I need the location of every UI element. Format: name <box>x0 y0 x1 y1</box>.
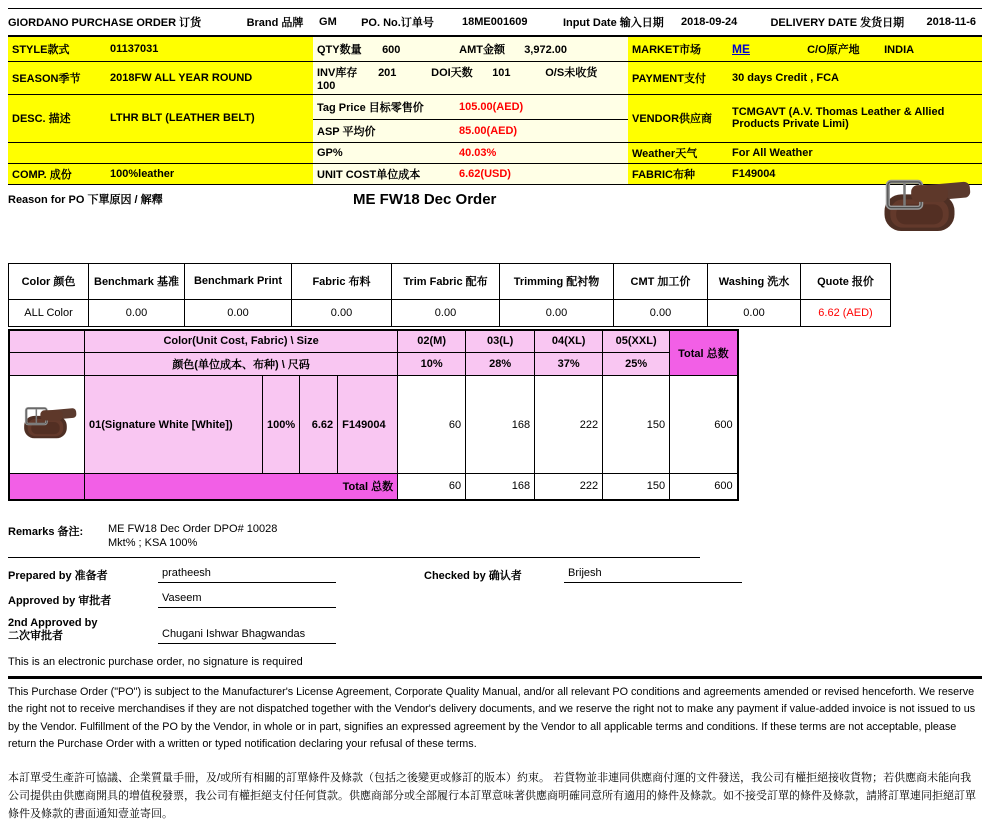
comp-label: COMP. 成份 <box>8 163 106 184</box>
payment-label: PAYMENT支付 <box>628 61 728 94</box>
quote-data-row <box>9 299 891 326</box>
quote-header-fabric: Fabric 布料 <box>292 263 392 299</box>
desc-label: DESC. 描述 <box>8 94 106 142</box>
thick-divider-line <box>8 676 982 679</box>
total-grand: 600 <box>670 474 738 500</box>
quote-header-row <box>9 263 891 299</box>
tag-price-value: 105.00(AED) <box>459 100 524 113</box>
inv-doi-os-cell <box>313 61 628 94</box>
doi-label: DOI天数 <box>431 66 473 79</box>
fabric-value: F149004 <box>728 163 982 184</box>
quote-header-quote: Quote 报价 <box>801 263 891 299</box>
brand-label: Brand 品牌 <box>246 17 304 29</box>
remarks-line-1: ME FW18 Dec Order DPO# 10028 <box>108 522 278 535</box>
size-header-row-2 <box>9 353 738 376</box>
quote-header-benchmark: Benchmark 基准 <box>89 263 185 299</box>
total-row-label: Total 总数 <box>85 474 398 500</box>
size-pct-05xxl: 25% <box>603 353 670 376</box>
legal-terms-chinese: 本訂單受生產許可協議、企業質量手冊，及/或所有相關的訂單條件及條款（包括之後變更或修訂的版本）約束。 若貨物並非連同供應商付運的文件發送，我公司有權拒絕接收貨物；若供應商未能向我公司提供由供應商開具的增值稅發票，我公司有權拒絕支付任何貨款。供應商部分或全部履行本訂單意味著供應商明確同意所有適用的條件及條款。如不接受訂單的條件及條款，請將訂單連同拒絕訂單條件及條款的書面通知壹並寄回。 <box>8 772 976 821</box>
quote-cell-cmt: 0.00 <box>614 299 708 326</box>
qty-04xl: 222 <box>535 376 603 474</box>
prepared-by-value: pratheesh <box>158 567 336 583</box>
market-value: ME <box>732 41 750 56</box>
vendor-label: VENDOR供应商 <box>628 94 728 142</box>
amt-value: 3,972.00 <box>524 43 568 56</box>
weather-label: Weather天气 <box>628 142 728 163</box>
quote-cell-trimming: 0.00 <box>500 299 614 326</box>
belt-thumbnail-photo <box>14 399 80 447</box>
quote-cell-benchmark-print: 0.00 <box>185 299 292 326</box>
reason-row <box>8 191 982 219</box>
remarks-lines <box>108 523 277 551</box>
quote-cell-color: ALL Color <box>9 299 89 326</box>
second-approved-label-cn: 二次审批者 <box>8 630 63 643</box>
remarks-line-2: Mkt% ; KSA 100% <box>108 536 198 549</box>
second-approved-label-en: 2nd Approved by <box>8 616 98 629</box>
co-label: C/O原产地 <box>807 43 860 56</box>
po-number-value: 18ME001609 <box>462 16 528 28</box>
quote-header-cmt: CMT 加工价 <box>614 263 708 299</box>
gp-cell <box>313 142 628 163</box>
order-reason-title: ME FW18 Dec Order <box>353 190 497 208</box>
quote-header-washing: Washing 洗水 <box>708 263 801 299</box>
electronic-po-note: This is an electronic purchase order, no signature is required <box>8 656 303 668</box>
total-05xxl: 150 <box>603 474 670 500</box>
unit-cost-value: 6.62(USD) <box>459 167 511 180</box>
checked-by-label: Checked by 确认者 <box>424 569 522 582</box>
second-approved-row <box>8 617 982 645</box>
inv-label: INV库存 <box>317 66 358 79</box>
season-label: SEASON季节 <box>8 61 106 94</box>
os-value: 100 <box>317 79 336 92</box>
qty-label: QTY数量 <box>317 43 362 56</box>
belt-thumbnail-cell <box>9 376 85 474</box>
po-number-label: PO. No.订单号 <box>361 17 434 29</box>
checked-by-value: Brijesh <box>564 567 742 583</box>
market-co-cell <box>728 37 982 61</box>
second-approved-label <box>8 617 158 645</box>
remarks-label: Remarks 备注: <box>8 525 84 538</box>
quote-header-trimming: Trimming 配衬物 <box>500 263 614 299</box>
size-header-color-size-cn: 颜色(单位成本、布种) \ 尺码 <box>85 353 398 376</box>
total-03l: 168 <box>466 474 535 500</box>
quote-cell-fabric: 0.00 <box>292 299 392 326</box>
desc-value: LTHR BLT (LEATHER BELT) <box>106 94 313 142</box>
size-header-row-1 <box>9 330 738 353</box>
colorway-pct: 100% <box>263 376 300 474</box>
size-data-row <box>9 376 738 474</box>
doi-value: 101 <box>492 66 511 79</box>
amt-label: AMT金额 <box>459 43 505 56</box>
style-label: STYLE款式 <box>8 37 106 61</box>
unit-cost-label: UNIT COST单位成本 <box>317 168 421 181</box>
total-row-spacer <box>9 474 85 500</box>
gp-value: 40.03% <box>459 146 497 159</box>
prepared-by-label: Prepared by 准备者 <box>8 569 108 582</box>
size-total-row <box>9 474 738 500</box>
unit-cost-cell <box>313 163 628 184</box>
inv-value: 201 <box>378 66 397 79</box>
delivery-date-label: DELIVERY DATE 发货日期 <box>770 17 905 29</box>
asp-label: ASP 平均价 <box>317 125 376 138</box>
size-header-color-size-en: Color(Unit Cost, Fabric) \ Size <box>85 330 398 353</box>
quote-cell-washing: 0.00 <box>708 299 801 326</box>
empty-yellow-cell <box>8 142 313 163</box>
header-bar <box>8 8 982 37</box>
tag-price-label: Tag Price 目标零售价 <box>317 101 424 114</box>
size-header-thumb-spacer-2 <box>9 353 85 376</box>
colorway-fabric: F149004 <box>338 376 398 474</box>
size-pct-02m: 10% <box>398 353 466 376</box>
quote-table <box>8 263 891 327</box>
approved-by-value: Vaseem <box>158 592 336 608</box>
delivery-date-value: 2018-11-6 <box>926 16 977 28</box>
size-header-total: Total 总数 <box>670 330 738 376</box>
co-value: INDIA <box>884 43 915 56</box>
size-header-04xl: 04(XL) <box>535 330 603 353</box>
second-approved-value: Chugani Ishwar Bhagwandas <box>158 628 336 644</box>
weather-value: For All Weather <box>728 142 982 163</box>
size-pct-04xl: 37% <box>535 353 603 376</box>
input-date-value: 2018-09-24 <box>680 16 738 28</box>
quote-header-benchmark-print: Benchmark Print <box>185 263 292 299</box>
order-info-grid <box>8 37 982 185</box>
total-04xl: 222 <box>535 474 603 500</box>
quote-cell-trim-fabric: 0.00 <box>392 299 500 326</box>
qty-05xxl: 150 <box>603 376 670 474</box>
size-header-05xxl: 05(XXL) <box>603 330 670 353</box>
qty-value: 600 <box>382 43 401 56</box>
prepared-checked-row <box>8 567 982 583</box>
size-pct-03l: 28% <box>466 353 535 376</box>
payment-value: 30 days Credit , FCA <box>728 61 982 94</box>
size-header-thumb-spacer <box>9 330 85 353</box>
season-value: 2018FW ALL YEAR ROUND <box>106 61 313 94</box>
divider-line <box>8 557 700 558</box>
input-date-label: Input Date 输入日期 <box>562 17 664 29</box>
style-value: 01137031 <box>106 37 313 61</box>
colorway-name: 01(Signature White [White]) <box>85 376 263 474</box>
comp-value: 100%leather <box>106 163 313 184</box>
quote-cell-benchmark: 0.00 <box>89 299 185 326</box>
remarks-section <box>8 523 982 551</box>
quote-header-trim-fabric: Trim Fabric 配布 <box>392 263 500 299</box>
belt-product-photo <box>860 176 984 236</box>
approved-row <box>8 592 982 608</box>
market-label: MARKET市场 <box>628 37 728 61</box>
gp-label: GP% <box>317 146 343 159</box>
asp-cell <box>313 119 628 142</box>
qty-03l: 168 <box>466 376 535 474</box>
reason-for-po-label: Reason for PO 下單原因 / 解釋 <box>8 193 163 206</box>
quote-header-color: Color 颜色 <box>9 263 89 299</box>
qty-02m: 60 <box>398 376 466 474</box>
qty-row-total: 600 <box>670 376 738 474</box>
asp-value: 85.00(AED) <box>459 124 518 137</box>
legal-terms-english: This Purchase Order ("PO") is subject to the Manufacturer's License Agreement, Corporate Quality Manual, and/or all relevant PO conditions and agreements amended or revised henceforth. We reserve the right not to receive merchandises if they are not dispatched together with the Vendor's delivery documents, and we reserve the right not to make any payment if value-added invoice is not issued to us by the Vendor. Fulfillment of the PO by the Vendor, in whole or in part, signifies an expressed agreement by the Vendor to all applicable terms and conditions. If these terms are not acceptable, please return the Purchase Order with a written or typed notification declaring your refusal of these terms. <box>8 686 976 750</box>
tag-price-cell <box>313 94 628 119</box>
size-breakdown-table <box>8 329 739 501</box>
brand-value: GM <box>319 16 337 28</box>
os-label: O/S未收货 <box>545 66 598 79</box>
qty-amt-cell <box>313 37 628 61</box>
vendor-value: TCMGAVT (A.V. Thomas Leather & Allied Products Private Limi) <box>728 94 982 142</box>
quote-cell-quote: 6.62 (AED) <box>801 299 891 326</box>
colorway-unit-cost: 6.62 <box>300 376 338 474</box>
approved-by-label: Approved by 审批者 <box>8 594 112 607</box>
po-title: GIORDANO PURCHASE ORDER 订货 <box>8 17 202 29</box>
size-header-03l: 03(L) <box>466 330 535 353</box>
size-header-02m: 02(M) <box>398 330 466 353</box>
fabric-label: FABRIC布种 <box>628 163 728 184</box>
total-02m: 60 <box>398 474 466 500</box>
